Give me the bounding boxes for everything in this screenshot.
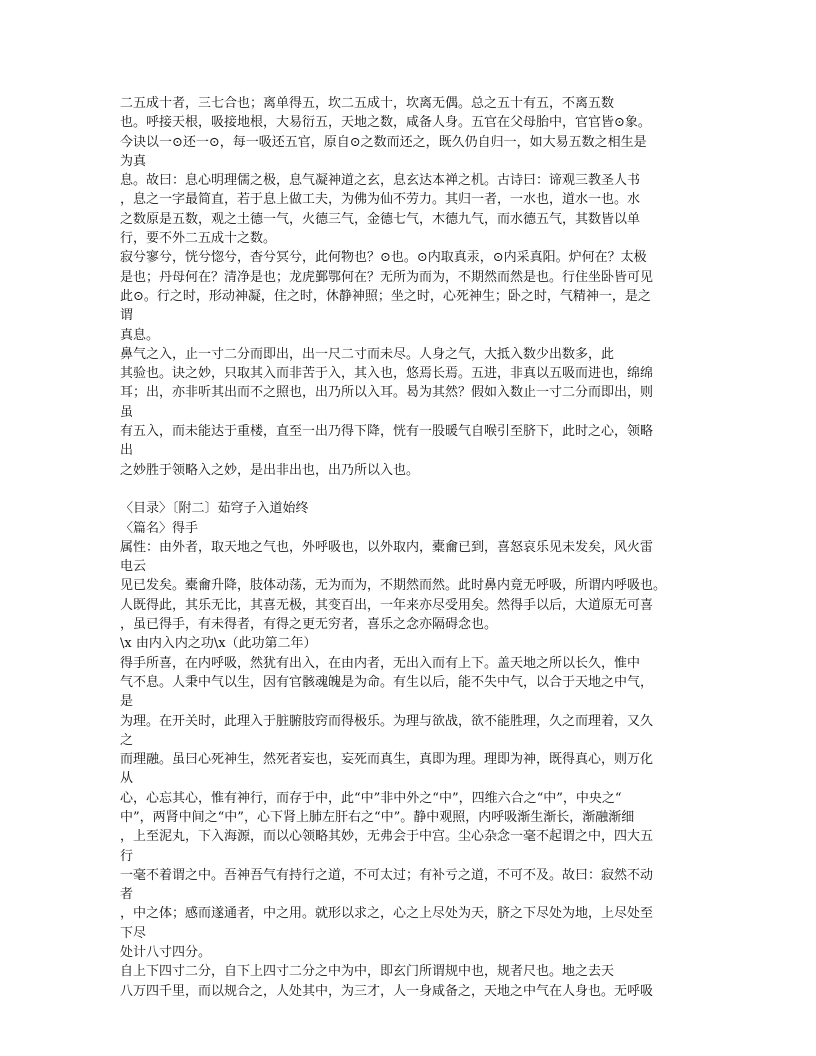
text-line: 寂兮寥兮，恍兮惚兮，杳兮冥兮，此何物也？⊙也。⊙内取真汞，⊙内采真阳。炉何在？太极 xyxy=(120,250,647,266)
text-line: 也。呼接天根，吸接地根，大易衍五，天地之数，咸备人身。五官在父母胎中，官官皆⊙象。 xyxy=(120,115,651,131)
catalog-heading: 〈目录〉〔附二〕茹穹子入道始终 xyxy=(120,501,309,517)
text-line: 心，心忘其心，惟有神行，而存于中，此“中”非中外之“中”，四维六合之“中”，中央之“ xyxy=(120,790,622,806)
text-line: ，中之体；感而遂通者，中之用。就形以求之，心之上尽处为天，脐之下尽处为地，上尽处至 xyxy=(120,906,654,922)
paragraph-gap xyxy=(120,480,700,499)
text-line: ，虽已得手，有未得者，有得之更无穷者，喜乐之念亦隔碍念也。 xyxy=(120,617,498,633)
text-line: 之妙胜于领略入之妙，是出非出也，出乃所以入也。 xyxy=(120,462,420,478)
text-line: 处计八寸四分。 xyxy=(120,945,212,961)
text-line: 有五入，而未能达于重楼，直至一出乃得下降，恍有一股暖气自喉引至脐下，此时之心，领略 xyxy=(120,424,654,440)
text-line: 是 xyxy=(120,694,134,710)
text-line: 鼻气之入，止一寸二分而即出，出一尺二寸而未尽。人身之气，大抵入数少出数多，此 xyxy=(120,346,615,362)
subsection-heading: \x 由内入内之功\x（此功第二年） xyxy=(120,636,317,652)
text-line: 得手所喜，在内呼吸，然犹有出入，在由内者，无出入而有上下。盖天地之所以长久，惟中 xyxy=(120,655,641,671)
chapter-title: 〈篇名〉得手 xyxy=(120,520,199,536)
text-line: 之 xyxy=(120,732,134,748)
text-line: 出 xyxy=(120,443,134,459)
text-line: 人既得此，其乐无比，其喜无极，其变百出，一年来亦尽受用矣。然得手以后，大道原无可喜 xyxy=(120,597,654,613)
section-breath-numbers xyxy=(120,94,700,480)
text-line: 息。故曰：息心明理儒之极，息气凝神道之玄，息玄达本禅之机。古诗曰：谛观三教圣人书 xyxy=(120,173,641,189)
text-line: ，息之一字最简直，若于息上做工夫，为佛为仙不劳力。其归一者，一水也，道水一也。水 xyxy=(120,192,641,208)
text-line: 此⊙。行之时，形动神凝，住之时，休静神照；坐之时，心死神生；卧之时，气精神一，是之 xyxy=(120,288,651,304)
text-line: 气不息。人秉中气以生，因有官骸魂魄是为命。有生以后，能不失中气，以合于天地之中气， xyxy=(120,674,654,690)
text-line: 二五成十者，三七合也；离单得五，坎二五成十，坎离无偶。总之五十有五，不离五数 xyxy=(120,96,615,111)
text-line: 一毫不着谓之中。吾神吾气有持行之道，不可太过；有补亏之道，不可不及。故曰：寂然不动 xyxy=(120,867,654,883)
text-line: 见已发矣。橐龠升降，肢体动荡，无为而为，不期然而然。此时鼻内竟无呼吸，所谓内呼吸也。 xyxy=(120,578,667,594)
document-page xyxy=(120,94,700,1001)
text-line: 之数原是五数，观之土德一气，火德三气，金德七气，木德九气，而水德五气，其数皆以单 xyxy=(120,211,641,227)
text-line: 其验也。诀之妙，只取其入而非苦于入，其入也，悠焉长焉。五进，非真以五吸而进也，绵绵 xyxy=(120,366,654,382)
text-line: 为真 xyxy=(120,153,147,169)
text-line: 真息。 xyxy=(120,327,160,343)
text-line: 从 xyxy=(120,771,134,787)
text-line: 行，要不外二五成十之数。 xyxy=(120,231,277,247)
text-line: 下尽 xyxy=(120,925,147,941)
text-line: 行 xyxy=(120,848,134,864)
section-chapter-dezhou xyxy=(120,499,700,1001)
text-line: 中”，两肾中间之“中”，心下肾上肺左肝右之“中”。静中观照，内呼吸渐生渐长，渐融渐细 xyxy=(120,809,635,825)
text-line: 电云 xyxy=(120,559,147,575)
text-line: 属性：由外者，取天地之气也，外呼吸也，以外取内，橐龠已到，喜怒哀乐见未发矣，风火雷 xyxy=(120,539,654,555)
text-line: 者 xyxy=(120,887,134,903)
text-line: 而理融。虽曰心死神生，然死者妄也，妄死而真生，真即为理。理即为神，既得真心，则万化 xyxy=(120,752,654,768)
text-line: 自上下四寸二分，自下上四寸二分之中为中，即玄门所谓规中也，规者尺也。地之去天 xyxy=(120,964,615,980)
text-line: ，上至泥丸，下入海源，而以心领略其妙，无弗会于中宫。尘心杂念一毫不起谓之中，四大五 xyxy=(120,829,654,845)
text-line: 为理。在开关时，此理入于脏腑肢窍而得极乐。为理与欲战，欲不能胜理，久之而理着，又久 xyxy=(120,713,654,729)
text-line: 是也；丹母何在？清净是也；龙虎鄞鄂何在？无所为而为，不期然而然是也。行住坐卧皆可见 xyxy=(120,269,654,285)
text-line: 耳；出，亦非听其出而不之照也，出乃所以入耳。曷为其然？假如入数止一寸二分而即出，则 xyxy=(120,385,654,401)
text-line: 八万四千里，而以规合之，人处其中，为三才，人一身咸备之，天地之中气在人身也。无呼吸 xyxy=(120,983,654,999)
text-line: 虽 xyxy=(120,404,134,420)
text-line: 今诀以一⊙还一⊙，每一吸还五官，原自⊙之数而还之，既久仍自归一，如大易五数之相生是 xyxy=(120,134,647,150)
text-line: 谓 xyxy=(120,308,134,324)
